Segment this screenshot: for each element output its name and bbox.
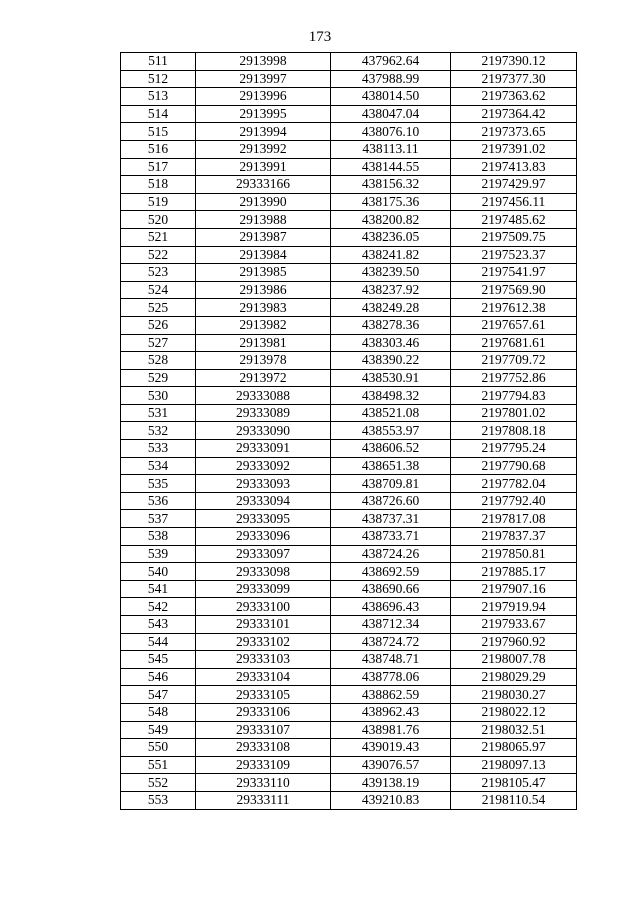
x-coordinate-cell: 439138.19	[331, 774, 451, 792]
table-row	[121, 334, 577, 352]
x-coordinate-cell: 438530.91	[331, 369, 451, 387]
row-number-cell: 514	[121, 105, 196, 123]
table-row	[121, 105, 577, 123]
row-number-cell: 526	[121, 316, 196, 334]
y-coordinate-cell: 2197509.75	[451, 228, 577, 246]
table-row	[121, 616, 577, 634]
point-id-cell: 29333091	[196, 440, 331, 458]
row-number-cell: 553	[121, 791, 196, 809]
row-number-cell: 519	[121, 193, 196, 211]
y-coordinate-cell: 2198065.97	[451, 739, 577, 757]
x-coordinate-cell: 438076.10	[331, 123, 451, 141]
table-row	[121, 264, 577, 282]
page-number: 173	[308, 29, 332, 45]
table-row	[121, 404, 577, 422]
point-id-cell: 2913992	[196, 140, 331, 158]
row-number-cell: 513	[121, 88, 196, 106]
x-coordinate-cell: 438962.43	[331, 703, 451, 721]
x-coordinate-cell: 438156.32	[331, 176, 451, 194]
point-id-cell: 29333102	[196, 633, 331, 651]
table-row	[121, 756, 577, 774]
point-id-cell: 2913991	[196, 158, 331, 176]
row-number-cell: 548	[121, 703, 196, 721]
table-row	[121, 457, 577, 475]
y-coordinate-cell: 2198032.51	[451, 721, 577, 739]
y-coordinate-cell: 2197801.02	[451, 404, 577, 422]
point-id-cell: 2913985	[196, 264, 331, 282]
table-row	[121, 140, 577, 158]
table-row	[121, 70, 577, 88]
table-row	[121, 246, 577, 264]
y-coordinate-cell: 2197885.17	[451, 563, 577, 581]
y-coordinate-cell: 2197795.24	[451, 440, 577, 458]
point-id-cell: 2913995	[196, 105, 331, 123]
x-coordinate-cell: 438390.22	[331, 352, 451, 370]
x-coordinate-cell: 438047.04	[331, 105, 451, 123]
y-coordinate-cell: 2197523.37	[451, 246, 577, 264]
x-coordinate-cell: 438113.11	[331, 140, 451, 158]
y-coordinate-cell: 2198007.78	[451, 651, 577, 669]
table-row	[121, 158, 577, 176]
row-number-cell: 550	[121, 739, 196, 757]
y-coordinate-cell: 2197817.08	[451, 510, 577, 528]
x-coordinate-cell: 438981.76	[331, 721, 451, 739]
row-number-cell: 541	[121, 580, 196, 598]
y-coordinate-cell: 2197569.90	[451, 281, 577, 299]
point-id-cell: 29333088	[196, 387, 331, 405]
table-row	[121, 651, 577, 669]
x-coordinate-cell: 438712.34	[331, 616, 451, 634]
point-id-cell: 29333093	[196, 475, 331, 493]
x-coordinate-cell: 438236.05	[331, 228, 451, 246]
x-coordinate-cell: 439019.43	[331, 739, 451, 757]
y-coordinate-cell: 2197709.72	[451, 352, 577, 370]
point-id-cell: 2913982	[196, 316, 331, 334]
point-id-cell: 29333090	[196, 422, 331, 440]
point-id-cell: 29333095	[196, 510, 331, 528]
x-coordinate-cell: 438690.66	[331, 580, 451, 598]
point-id-cell: 29333106	[196, 703, 331, 721]
x-coordinate-cell: 438692.59	[331, 563, 451, 581]
x-coordinate-cell: 438241.82	[331, 246, 451, 264]
row-number-cell: 537	[121, 510, 196, 528]
x-coordinate-cell: 438778.06	[331, 668, 451, 686]
point-id-cell: 2913978	[196, 352, 331, 370]
point-id-cell: 2913981	[196, 334, 331, 352]
table-body	[121, 53, 577, 810]
row-number-cell: 511	[121, 53, 196, 71]
y-coordinate-cell: 2197960.92	[451, 633, 577, 651]
y-coordinate-cell: 2197808.18	[451, 422, 577, 440]
table-row	[121, 686, 577, 704]
table-row	[121, 668, 577, 686]
table-row	[121, 598, 577, 616]
table-row	[121, 545, 577, 563]
point-id-cell: 2913987	[196, 228, 331, 246]
x-coordinate-cell: 438498.32	[331, 387, 451, 405]
x-coordinate-cell: 438696.43	[331, 598, 451, 616]
row-number-cell: 535	[121, 475, 196, 493]
point-id-cell: 2913983	[196, 299, 331, 317]
table-row	[121, 703, 577, 721]
y-coordinate-cell: 2197850.81	[451, 545, 577, 563]
point-id-cell: 29333099	[196, 580, 331, 598]
x-coordinate-cell: 438724.72	[331, 633, 451, 651]
row-number-cell: 542	[121, 598, 196, 616]
row-number-cell: 512	[121, 70, 196, 88]
point-id-cell: 29333105	[196, 686, 331, 704]
y-coordinate-cell: 2197377.30	[451, 70, 577, 88]
table-row	[121, 281, 577, 299]
row-number-cell: 539	[121, 545, 196, 563]
point-id-cell: 29333109	[196, 756, 331, 774]
y-coordinate-cell: 2197837.37	[451, 528, 577, 546]
table-row	[121, 580, 577, 598]
table-row	[121, 774, 577, 792]
row-number-cell: 531	[121, 404, 196, 422]
point-id-cell: 29333104	[196, 668, 331, 686]
row-number-cell: 524	[121, 281, 196, 299]
table-row	[121, 352, 577, 370]
y-coordinate-cell: 2197907.16	[451, 580, 577, 598]
table-row	[121, 88, 577, 106]
coordinates-table	[120, 52, 577, 810]
row-number-cell: 543	[121, 616, 196, 634]
x-coordinate-cell: 438200.82	[331, 211, 451, 229]
x-coordinate-cell: 438237.92	[331, 281, 451, 299]
y-coordinate-cell: 2198097.13	[451, 756, 577, 774]
table-row	[121, 528, 577, 546]
row-number-cell: 529	[121, 369, 196, 387]
row-number-cell: 518	[121, 176, 196, 194]
x-coordinate-cell: 438651.38	[331, 457, 451, 475]
row-number-cell: 545	[121, 651, 196, 669]
y-coordinate-cell: 2197373.65	[451, 123, 577, 141]
point-id-cell: 29333098	[196, 563, 331, 581]
row-number-cell: 544	[121, 633, 196, 651]
y-coordinate-cell: 2197681.61	[451, 334, 577, 352]
table-row	[121, 53, 577, 71]
y-coordinate-cell: 2197782.04	[451, 475, 577, 493]
table-row	[121, 422, 577, 440]
row-number-cell: 527	[121, 334, 196, 352]
x-coordinate-cell: 438239.50	[331, 264, 451, 282]
y-coordinate-cell: 2197485.62	[451, 211, 577, 229]
y-coordinate-cell: 2197612.38	[451, 299, 577, 317]
point-id-cell: 29333094	[196, 492, 331, 510]
row-number-cell: 534	[121, 457, 196, 475]
x-coordinate-cell: 438014.50	[331, 88, 451, 106]
point-id-cell: 2913990	[196, 193, 331, 211]
table-row	[121, 633, 577, 651]
row-number-cell: 528	[121, 352, 196, 370]
x-coordinate-cell: 438553.97	[331, 422, 451, 440]
point-id-cell: 29333097	[196, 545, 331, 563]
y-coordinate-cell: 2197790.68	[451, 457, 577, 475]
table-row	[121, 299, 577, 317]
row-number-cell: 552	[121, 774, 196, 792]
table-row	[121, 316, 577, 334]
x-coordinate-cell: 438144.55	[331, 158, 451, 176]
table-row	[121, 492, 577, 510]
y-coordinate-cell: 2197456.11	[451, 193, 577, 211]
x-coordinate-cell: 438862.59	[331, 686, 451, 704]
y-coordinate-cell: 2197792.40	[451, 492, 577, 510]
row-number-cell: 533	[121, 440, 196, 458]
x-coordinate-cell: 438733.71	[331, 528, 451, 546]
table-row	[121, 721, 577, 739]
x-coordinate-cell: 438249.28	[331, 299, 451, 317]
table-row	[121, 791, 577, 809]
x-coordinate-cell: 438748.71	[331, 651, 451, 669]
point-id-cell: 29333103	[196, 651, 331, 669]
x-coordinate-cell: 438726.60	[331, 492, 451, 510]
x-coordinate-cell: 438175.36	[331, 193, 451, 211]
point-id-cell: 29333092	[196, 457, 331, 475]
point-id-cell: 29333089	[196, 404, 331, 422]
x-coordinate-cell: 439210.83	[331, 791, 451, 809]
row-number-cell: 549	[121, 721, 196, 739]
x-coordinate-cell: 437988.99	[331, 70, 451, 88]
table-row	[121, 510, 577, 528]
point-id-cell: 29333166	[196, 176, 331, 194]
y-coordinate-cell: 2198030.27	[451, 686, 577, 704]
row-number-cell: 517	[121, 158, 196, 176]
row-number-cell: 515	[121, 123, 196, 141]
point-id-cell: 2913988	[196, 211, 331, 229]
row-number-cell: 530	[121, 387, 196, 405]
point-id-cell: 2913996	[196, 88, 331, 106]
y-coordinate-cell: 2197752.86	[451, 369, 577, 387]
point-id-cell: 29333108	[196, 739, 331, 757]
point-id-cell: 29333096	[196, 528, 331, 546]
row-number-cell: 525	[121, 299, 196, 317]
y-coordinate-cell: 2197429.97	[451, 176, 577, 194]
point-id-cell: 29333111	[196, 791, 331, 809]
y-coordinate-cell: 2197794.83	[451, 387, 577, 405]
point-id-cell: 29333101	[196, 616, 331, 634]
table-row	[121, 387, 577, 405]
point-id-cell: 29333107	[196, 721, 331, 739]
table-row	[121, 563, 577, 581]
y-coordinate-cell: 2198022.12	[451, 703, 577, 721]
table-row	[121, 123, 577, 141]
x-coordinate-cell: 438303.46	[331, 334, 451, 352]
row-number-cell: 522	[121, 246, 196, 264]
y-coordinate-cell: 2197390.12	[451, 53, 577, 71]
y-coordinate-cell: 2197364.42	[451, 105, 577, 123]
table-row	[121, 369, 577, 387]
y-coordinate-cell: 2197363.62	[451, 88, 577, 106]
y-coordinate-cell: 2197541.97	[451, 264, 577, 282]
x-coordinate-cell: 438709.81	[331, 475, 451, 493]
y-coordinate-cell: 2197413.83	[451, 158, 577, 176]
x-coordinate-cell: 437962.64	[331, 53, 451, 71]
table-row	[121, 193, 577, 211]
row-number-cell: 538	[121, 528, 196, 546]
y-coordinate-cell: 2197933.67	[451, 616, 577, 634]
x-coordinate-cell: 438724.26	[331, 545, 451, 563]
y-coordinate-cell: 2198105.47	[451, 774, 577, 792]
table-row	[121, 440, 577, 458]
row-number-cell: 536	[121, 492, 196, 510]
y-coordinate-cell: 2197391.02	[451, 140, 577, 158]
point-id-cell: 2913997	[196, 70, 331, 88]
y-coordinate-cell: 2198029.29	[451, 668, 577, 686]
y-coordinate-cell: 2197919.94	[451, 598, 577, 616]
y-coordinate-cell: 2197657.61	[451, 316, 577, 334]
x-coordinate-cell: 438606.52	[331, 440, 451, 458]
row-number-cell: 521	[121, 228, 196, 246]
row-number-cell: 540	[121, 563, 196, 581]
point-id-cell: 2913998	[196, 53, 331, 71]
row-number-cell: 516	[121, 140, 196, 158]
row-number-cell: 551	[121, 756, 196, 774]
row-number-cell: 532	[121, 422, 196, 440]
x-coordinate-cell: 438521.08	[331, 404, 451, 422]
y-coordinate-cell: 2198110.54	[451, 791, 577, 809]
x-coordinate-cell: 438737.31	[331, 510, 451, 528]
point-id-cell: 29333100	[196, 598, 331, 616]
point-id-cell: 2913984	[196, 246, 331, 264]
point-id-cell: 29333110	[196, 774, 331, 792]
x-coordinate-cell: 438278.36	[331, 316, 451, 334]
row-number-cell: 547	[121, 686, 196, 704]
table-row	[121, 739, 577, 757]
table-row	[121, 475, 577, 493]
table-row	[121, 176, 577, 194]
point-id-cell: 2913986	[196, 281, 331, 299]
point-id-cell: 2913972	[196, 369, 331, 387]
row-number-cell: 520	[121, 211, 196, 229]
point-id-cell: 2913994	[196, 123, 331, 141]
x-coordinate-cell: 439076.57	[331, 756, 451, 774]
table-row	[121, 211, 577, 229]
row-number-cell: 523	[121, 264, 196, 282]
row-number-cell: 546	[121, 668, 196, 686]
table-row	[121, 228, 577, 246]
